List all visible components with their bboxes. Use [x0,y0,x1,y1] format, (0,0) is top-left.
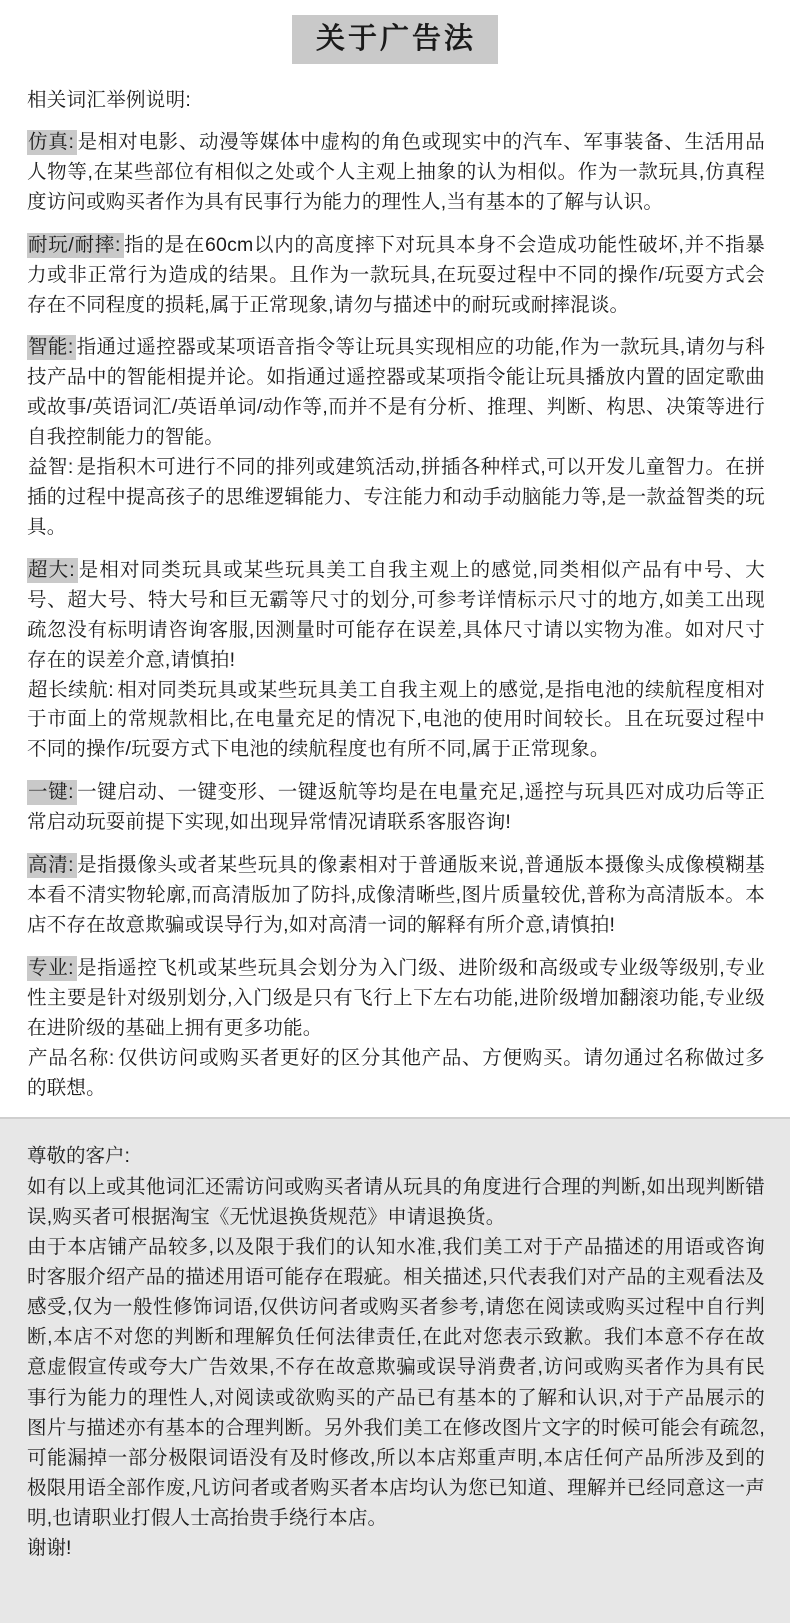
term-block-chanpinmingcheng [27,1044,765,1104]
term-body-chaochangxuhang: 相对同类玩具或某些玩具美工自我主观上的感觉,是指电池的续航程度相对于市面上的常规款相比,在电量充足的情况下,电池的使用时间较长。且在玩耍过程中不同的操作/玩耍方式下电池的续航程度也有所不同,属于正常现象。 [27,678,765,761]
term-label-naiwan: 耐玩/耐摔: [27,233,124,258]
term-label-yijian: 一键: [27,780,77,805]
term-paragraph [27,954,765,1044]
term-body-naiwan: 指的是在60cm以内的高度摔下对玩具本身不会造成功能性破坏,并不指暴力或非正常行为造成的结果。且作为一款玩具,在玩耍过程中不同的操作/玩耍方式会存在不同程度的损耗,属于正常现象,请勿与描述中的耐玩或耐摔混谈。 [27,233,765,316]
term-label-chaoda: 超大: [27,558,78,583]
term-paragraph [27,556,765,676]
term-paragraph [27,851,765,941]
title-container [0,0,790,70]
term-block-zhuanye [27,954,765,1044]
term-label-zhuanye: 专业: [27,956,77,981]
term-paragraph [27,231,765,321]
term-paragraph [27,453,765,543]
term-paragraph [27,778,765,838]
term-block-gaoqing [27,851,765,941]
term-block-chaochangxuhang [27,676,765,766]
term-paragraph [27,676,765,766]
term-label-zhineng: 智能: [27,335,76,360]
term-block-chaoda [27,556,765,676]
term-body-chaoda: 是相对同类玩具或某些玩具美工自我主观上的感觉,同类相似产品有中号、大号、超大号、特大号和巨无霸等尺寸的划分,可参考详情标示尺寸的地方,如美工出现疏忽没有标明请咨询客服,因测量时可能存在误差,具体尺寸请以实物为准。如对尺寸存在的误差介意,请慎拍! [27,558,765,671]
term-paragraph [27,1044,765,1104]
term-label-yizhi: 益智: [28,456,74,479]
term-body-chanpinmingcheng: 仅供访问或购买者更好的区分其他产品、方便购买。请勿通过名称做过多的联想。 [27,1046,766,1099]
customer-notice-panel [0,1117,790,1623]
term-block-yijian [27,778,765,838]
section-lead: 相关词汇举例说明: [27,89,192,112]
term-paragraph [27,333,765,453]
term-body-zhuanye: 是指遥控飞机或某些玩具会划分为入门级、进阶级和高级或专业级等级别,专业性主要是针对级别划分,入门级是只有飞行上下左右功能,进阶级增加翻滚功能,专业级在进阶级的基础上拥有更多功能。 [27,956,765,1039]
notice-paragraph-1: 如有以上或其他词汇还需访问或购买者请从玩具的角度进行合理的判断,如出现判断错误,购买者可根据淘宝《无忧退换货规范》申请退换货。 [27,1175,765,1228]
term-block-fangzhen [27,128,765,218]
term-block-naiwan [27,231,765,321]
notice-paragraph-2: 由于本店铺产品较多,以及限于我们的认知水准,我们美工对于产品描述的用语或咨询时客服介绍产品的描述用语可能存在瑕疵。相关描述,只代表我们对产品的主观看法及感受,仅为一般性修饰词语,仅供访问者或购买者参考,请您在阅读或购买过程中自行判断,本店不对您的判断和理解负任何法律责任,在此对您表示致歉。我们本意不存在故意虚假宣传或夸大广告效果,不存在故意欺骗或误导消费者,访问或购买者作为具有民事行为能力的理性人,对阅读或欲购买的产品已有基本的了解和认识,对于产品展示的图片与描述亦有基本的合理判断。另外我们美工在修改图片文字的时候可能会有疏忽,可能漏掉一部分极限词语没有及时修改,所以本店郑重声明,本店任何产品所涉及到的极限用语全部作废,凡访问者或者购买者本店均认为您已知道、理解并已经同意这一声明,也请职业打假人士高抬贵手绕行本店。 [27,1235,765,1530]
term-block-yizhi [27,453,765,543]
terms-section [0,70,790,1103]
term-body-yijian: 一键启动、一键变形、一键返航等均是在电量充足,遥控与玩具匹对成功后等正常启动玩耍前提下实现,如出现异常情况请联系客服咨询! [27,781,765,834]
term-body-yizhi: 是指积木可进行不同的排列或建筑活动,拼插各种样式,可以开发儿童智力。在拼插的过程中提高孩子的思维逻辑能力、专注能力和动手动脑能力等,是一款益智类的玩具。 [27,456,765,538]
notice-heading: 尊敬的客户: [27,1144,130,1167]
term-paragraph [27,128,765,218]
term-body-fangzhen: 是相对电影、动漫等媒体中虚构的角色或现实中的汽车、军事装备、生活用品人物等,在某些部位有相似之处或个人主观上抽象的认为相似。作为一款玩具,仿真程度访问或购买者作为具有民事行为能力的理性人,当有基本的了解与认识。 [27,130,765,213]
page-title: 关于广告法 [292,15,498,64]
term-block-zhineng [27,333,765,453]
notice-thanks: 谢谢! [27,1537,72,1560]
term-label-chaochangxuhang: 超长续航: [28,678,114,701]
term-label-gaoqing: 高清: [27,853,77,878]
term-body-gaoqing: 是指摄像头或者某些玩具的像素相对于普通版来说,普通版本摄像头成像模糊基本看不清实物轮廓,而高清版加了防抖,成像清晰些,图片质量较优,普称为高清版本。本店不存在故意欺骗或误导行为,如对高清一词的解释有所介意,请慎拍! [27,854,765,937]
term-label-fangzhen: 仿真: [27,130,77,155]
term-body-zhineng: 指通过遥控器或某项语音指令等让玩具实现相应的功能,作为一款玩具,请勿与科技产品中的智能相提并论。如指通过遥控器或某项指令能让玩具播放内置的固定歌曲或故事/英语词汇/英语单词/动作等,而并不是有分析、推理、判断、构思、决策等进行自我控制能力的智能。 [27,336,765,449]
term-label-chanpinmingcheng: 产品名称: [28,1046,115,1069]
